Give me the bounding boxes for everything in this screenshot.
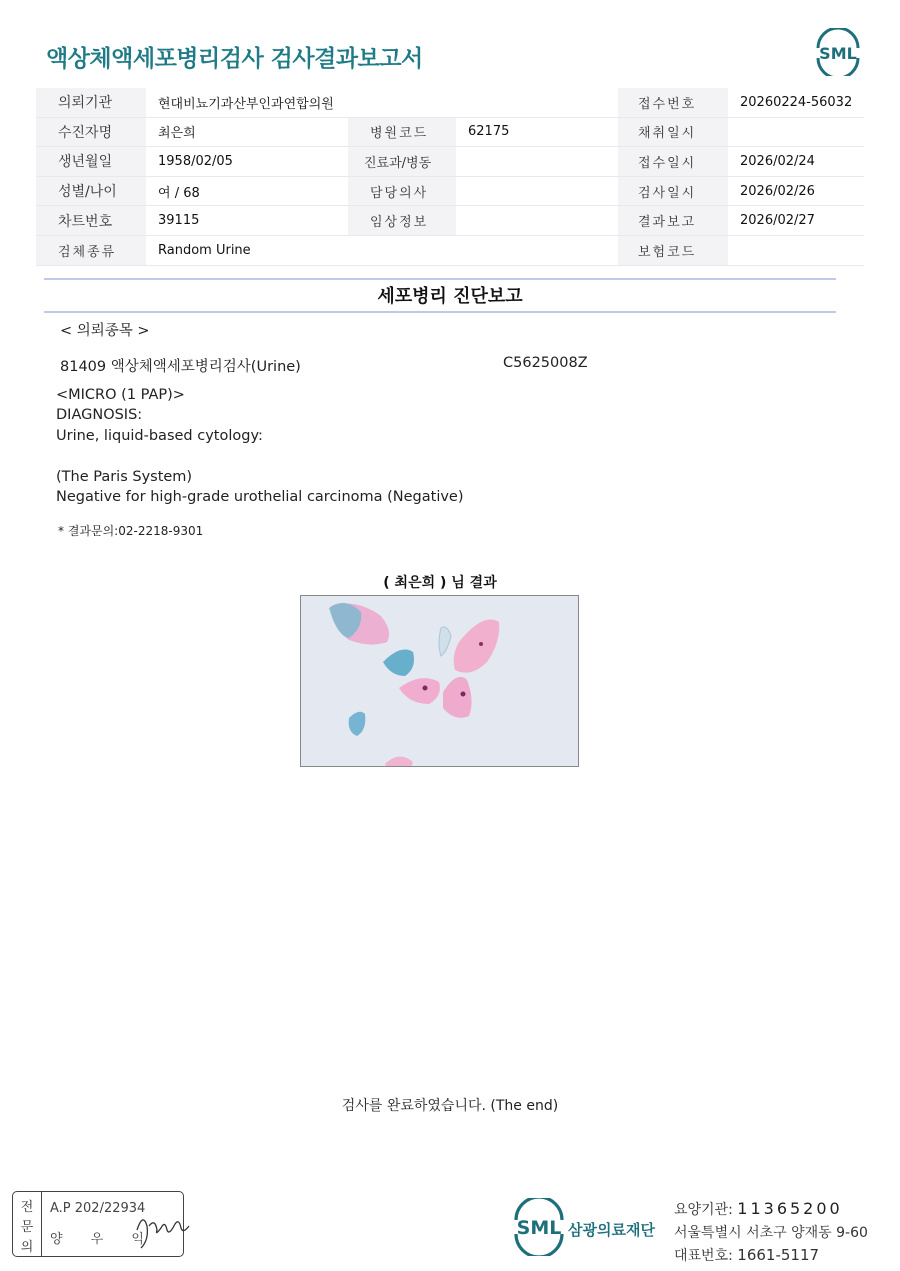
logo-text: SML: [819, 44, 857, 63]
table-row: [36, 235, 864, 265]
value-receipt-no: 20260224-56032: [728, 88, 864, 117]
value-sex-age: 여 / 68: [146, 176, 348, 206]
sml-logo: [812, 28, 864, 76]
logo-text: SML: [516, 1217, 562, 1239]
table-row: [36, 88, 864, 117]
report-title: 액상체액세포병리검사 검사결과보고서: [46, 46, 423, 72]
address: 서울특별시 서초구 양재동 9-60: [674, 1225, 868, 1241]
value-chart-no: 39115: [146, 206, 348, 236]
table-row: [36, 147, 864, 177]
value-specimen-type: Random Urine: [146, 235, 618, 265]
label-receipt-no: 접수번호: [618, 88, 728, 117]
order-heading: < 의뢰종목 >: [60, 323, 150, 339]
value-collection-date: [728, 117, 864, 147]
value-receipt-date: 2026/02/24: [728, 147, 864, 177]
label-requesting-org: 의뢰기관: [36, 88, 146, 117]
label-clinical-info: 임상정보: [348, 206, 456, 236]
value-birthdate: 1958/02/05: [146, 147, 348, 177]
org-name: 삼광의료재단: [568, 1221, 655, 1239]
label-hospital-code: 병원코드: [348, 117, 456, 147]
value-requesting-org: 현대비뇨기과산부인과연합의원: [146, 88, 618, 117]
end-text: 검사를 완료하였습니다. (The end): [341, 1098, 559, 1114]
divider-bottom: [44, 311, 836, 313]
value-department: [456, 147, 618, 177]
label-collection-date: 채취일시: [618, 117, 728, 147]
sml-footer-logo: [510, 1198, 568, 1256]
doctor-name: 양 우 익: [50, 1232, 156, 1247]
value-report-date: 2026/02/27: [728, 206, 864, 236]
label-report-date: 결과보고: [618, 206, 728, 236]
label-test-date: 검사일시: [618, 176, 728, 206]
contact-info: * 결과문의:02-2218-9301: [58, 524, 204, 538]
institution-code-label: 요양기관:: [674, 1202, 733, 1218]
label-chart-no: 차트번호: [36, 206, 146, 236]
cytology-image: [300, 595, 579, 767]
divider-top: [44, 278, 836, 280]
image-caption: ( 최은희 ) 님 결과: [383, 575, 497, 591]
phone: [674, 1245, 819, 1265]
table-row: [36, 176, 864, 206]
specialist-stamp: [12, 1191, 184, 1257]
signature: [131, 1206, 191, 1252]
institution-code-value: 11365200: [737, 1199, 843, 1218]
phone-label: 대표번호:: [674, 1248, 733, 1264]
phone-value: 1661-5117: [737, 1246, 820, 1264]
result-line: DIAGNOSIS:: [56, 407, 143, 423]
value-insurance-code: [728, 235, 864, 265]
patient-info-table: [36, 88, 864, 266]
license-number: A.P 202/22934: [50, 1201, 146, 1216]
value-hospital-code: 62175: [456, 117, 618, 147]
result-line: (The Paris System): [56, 469, 193, 485]
table-row: [36, 117, 864, 147]
stamp-char: 문: [20, 1220, 34, 1235]
stamp-char: 의: [20, 1240, 34, 1255]
institution-code: [674, 1199, 843, 1219]
label-insurance-code: 보험코드: [618, 235, 728, 265]
table-row: [36, 206, 864, 236]
label-specimen-type: 검체종류: [36, 235, 146, 265]
value-test-date: 2026/02/26: [728, 176, 864, 206]
label-doctor: 담당의사: [348, 176, 456, 206]
order-code: C5625008Z: [503, 355, 588, 371]
label-receipt-date: 접수일시: [618, 147, 728, 177]
label-birthdate: 생년월일: [36, 147, 146, 177]
value-patient-name: 최은희: [146, 117, 348, 147]
value-doctor: [456, 176, 618, 206]
value-clinical-info: [456, 206, 618, 236]
result-line: Negative for high-grade urothelial carcinoma (Negative): [56, 489, 464, 505]
result-line: <MICRO (1 PAP)>: [56, 387, 185, 403]
label-sex-age: 성별/나이: [36, 176, 146, 206]
order-item: 81409 액상체액세포병리검사(Urine): [60, 359, 301, 375]
stamp-char: 전: [20, 1200, 34, 1215]
stamp-vertical-label: [13, 1192, 42, 1256]
result-line: Urine, liquid-based cytology:: [56, 428, 263, 444]
label-department: 진료과/병동: [348, 147, 456, 177]
label-patient-name: 수진자명: [36, 117, 146, 147]
section-title: 세포병리 진단보고: [377, 286, 523, 307]
